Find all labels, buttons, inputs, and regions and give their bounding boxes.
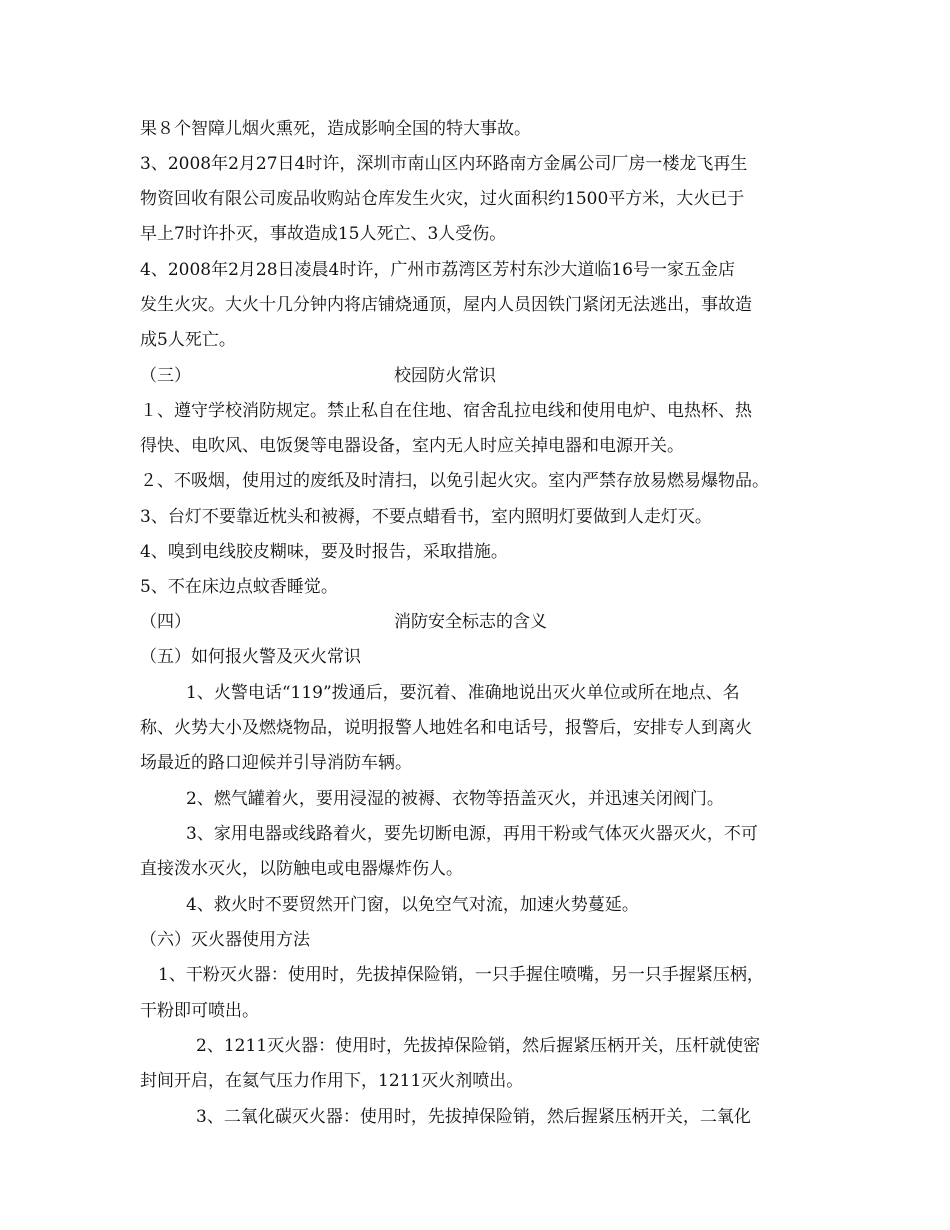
paragraph-line: 得快、电吹风、电饭煲等电器设备，室内无人时应关掉电器和电源开关。 (140, 436, 684, 456)
paragraph-line: 2、1211灭火器：使用时，先拔掉保险销，然后握紧压柄开关，压杆就使密 (196, 1036, 761, 1056)
paragraph-line: 4、嗅到电线胶皮糊味，要及时报告，采取措施。 (140, 542, 508, 562)
section-number: （四） (140, 612, 191, 632)
section-heading: （五）如何报火警及灭火常识 (140, 647, 361, 667)
paragraph-line: 3、台灯不要靠近枕头和被褥，不要点蜡看书，室内照明灯要做到人走灯灭。 (140, 507, 712, 527)
paragraph-line: 5、不在床边点蚊香睡觉。 (140, 577, 338, 597)
paragraph-line: 早上7时许扑灭，事故造成15人死亡、3人受伤。 (140, 224, 507, 244)
paragraph-line: 封间开启，在氦气压力作用下，1211灭火剂喷出。 (140, 1071, 524, 1091)
paragraph-line: 直接泼水灭火，以防触电或电器爆炸伤人。 (140, 859, 463, 879)
paragraph-line: 4、救火时不要贸然开门窗，以免空气对流，加速火势蔓延。 (186, 895, 639, 915)
paragraph-line: 3、2008年2月27日4时许，深圳市南山区内环路南方金属公司厂房一楼龙飞再生 (140, 154, 748, 174)
paragraph-line: 4、2008年2月28日凌晨4时许，广州市荔湾区芳村东沙大道临16号一家五金店 (140, 260, 735, 280)
paragraph-line: 1、干粉灭火器：使用时，先拔掉保险销，一只手握住喷嘴，另一只手握紧压柄， (158, 965, 764, 985)
paragraph-line: 2、燃气罐着火，要用浸湿的被褥、衣物等捂盖灭火，并迅速关闭阀门。 (186, 789, 724, 809)
section-number: （三） (140, 366, 191, 386)
section-title: 消防安全标志的含义 (394, 612, 547, 632)
paragraph-line: 3、家用电器或线路着火，要先切断电源，再用干粉或气体灭火器灭火，不可 (186, 824, 758, 844)
paragraph-line: 干粉即可喷出。 (140, 1001, 259, 1021)
paragraph-line: 1、火警电话“119”拨通后，要沉着、准确地说出灭火单位或所在地点、名 (186, 683, 740, 703)
paragraph-line: 果８个智障儿烟火熏死，造成影响全国的特大事故。 (140, 119, 531, 139)
paragraph-line: 发生火灾。大火十几分钟内将店铺烧通顶，屋内人员因铁门紧闭无法逃出，事故造 (140, 295, 752, 315)
paragraph-line: １、遵守学校消防规定。禁止私自在住地、宿舍乱拉电线和使用电炉、电热杯、热 (140, 401, 752, 421)
paragraph-line: 场最近的路口迎候并引导消防车辆。 (140, 753, 412, 773)
paragraph-line: 3、二氧化碳灭火器：使用时，先拔掉保险销，然后握紧压柄开关，二氧化 (196, 1107, 751, 1127)
paragraph-line: ２、不吸烟，使用过的废纸及时清扫，以免引起火灾。室内严禁存放易燃易爆物品。 (140, 471, 769, 491)
section-title: 校园防火常识 (394, 366, 496, 386)
paragraph-line: 称、火势大小及燃烧物品，说明报警人地姓名和电话号，报警后，安排专人到离火 (140, 718, 752, 738)
paragraph-line: 物资回收有限公司废品收购站仓库发生火灾，过火面积约1500平方米，大火已于 (140, 189, 745, 209)
paragraph-line: 成5人死亡。 (140, 330, 236, 350)
section-heading: （六）灭火器使用方法 (140, 930, 310, 950)
